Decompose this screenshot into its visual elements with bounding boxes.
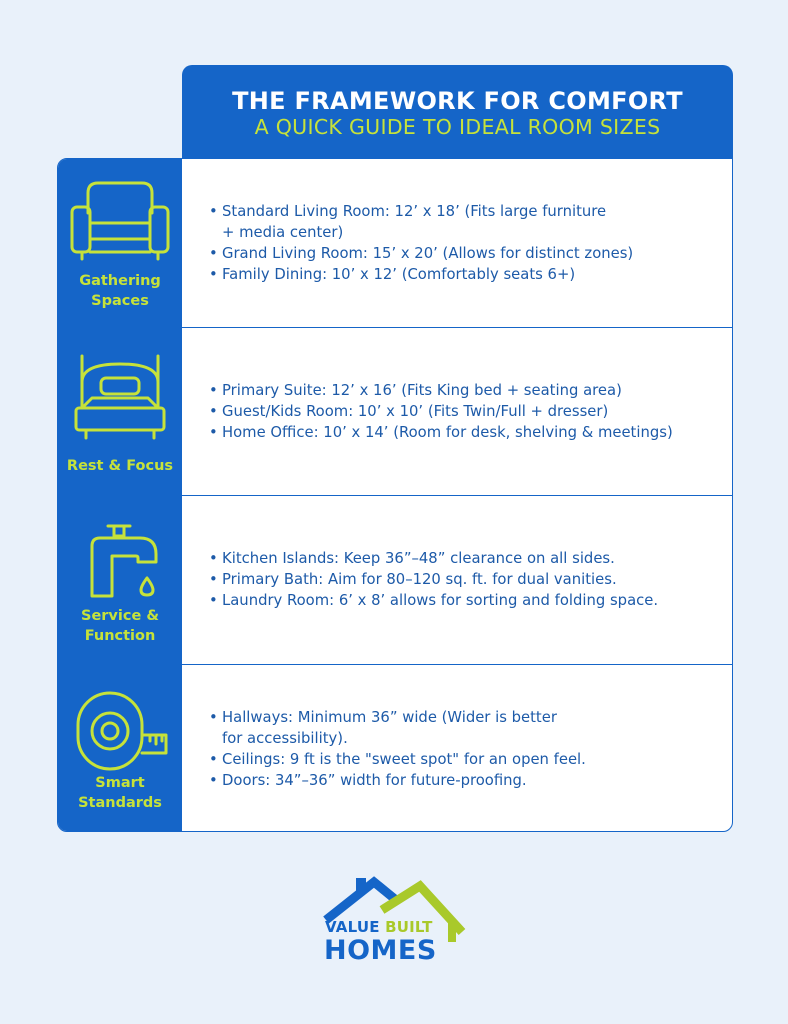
- list-item: • Ceilings: 9 ft is the "sweet spot" for an open feel.: [209, 749, 586, 770]
- detail-list: [182, 201, 633, 285]
- detail-list: [182, 548, 658, 611]
- list-item: • Family Dining: 10’ x 12’ (Comfortably seats 6+): [209, 264, 633, 285]
- header-banner: [182, 65, 733, 158]
- detail-list: [182, 707, 586, 791]
- list-item: • Doors: 34”–36” width for future-proofing.: [209, 770, 586, 791]
- armchair-icon: [70, 177, 170, 269]
- row-service-function: [58, 496, 732, 665]
- list-item: • Primary Suite: 12’ x 16’ (Fits King bed + seating area): [209, 380, 673, 401]
- list-item: • Standard Living Room: 12’ x 18’ (Fits large furniture + media center): [209, 201, 633, 243]
- row-smart-standards: [58, 665, 732, 833]
- list-item: • Home Office: 10’ x 14’ (Room for desk, shelving & meetings): [209, 422, 673, 443]
- page-title: THE FRAMEWORK FOR COMFORT: [232, 87, 683, 115]
- category-label: Service & Function: [81, 608, 159, 644]
- bed-icon: [70, 346, 170, 446]
- detail-cell: [182, 328, 732, 496]
- list-item: • Kitchen Islands: Keep 36”–48” clearance on all sides.: [209, 548, 658, 569]
- category-cell: [58, 328, 182, 496]
- row-gathering-spaces: [58, 159, 732, 328]
- value-built-homes-logo: [322, 876, 467, 968]
- page-subtitle: A QUICK GUIDE TO IDEAL ROOM SIZES: [254, 115, 661, 139]
- logo-line-1: VALUE BUILT: [325, 918, 433, 936]
- room-size-table: [57, 158, 733, 832]
- category-cell: [58, 496, 182, 664]
- category-cell: [58, 159, 182, 327]
- category-cell: [58, 665, 182, 833]
- faucet-icon: [70, 514, 170, 606]
- category-label: Rest & Focus: [66, 457, 174, 474]
- list-item: • Grand Living Room: 15’ x 20’ (Allows for distinct zones): [209, 243, 633, 264]
- list-item: • Hallways: Minimum 36” wide (Wider is better for accessibility).: [209, 707, 586, 749]
- detail-cell: [182, 496, 732, 664]
- logo-line-2: HOMES: [324, 935, 437, 966]
- category-label: Gathering Spaces: [79, 273, 161, 309]
- category-label: Smart Standards: [78, 774, 162, 811]
- list-item: • Laundry Room: 6’ x 8’ allows for sorting and folding space.: [209, 590, 658, 611]
- list-item: • Primary Bath: Aim for 80–120 sq. ft. for dual vanities.: [209, 569, 658, 590]
- detail-list: [182, 380, 673, 443]
- detail-cell: [182, 665, 732, 833]
- list-item: • Guest/Kids Room: 10’ x 10’ (Fits Twin/Full + dresser): [209, 401, 673, 422]
- tape-measure-icon: [70, 683, 170, 775]
- detail-cell: [182, 159, 732, 327]
- row-rest-focus: [58, 328, 732, 497]
